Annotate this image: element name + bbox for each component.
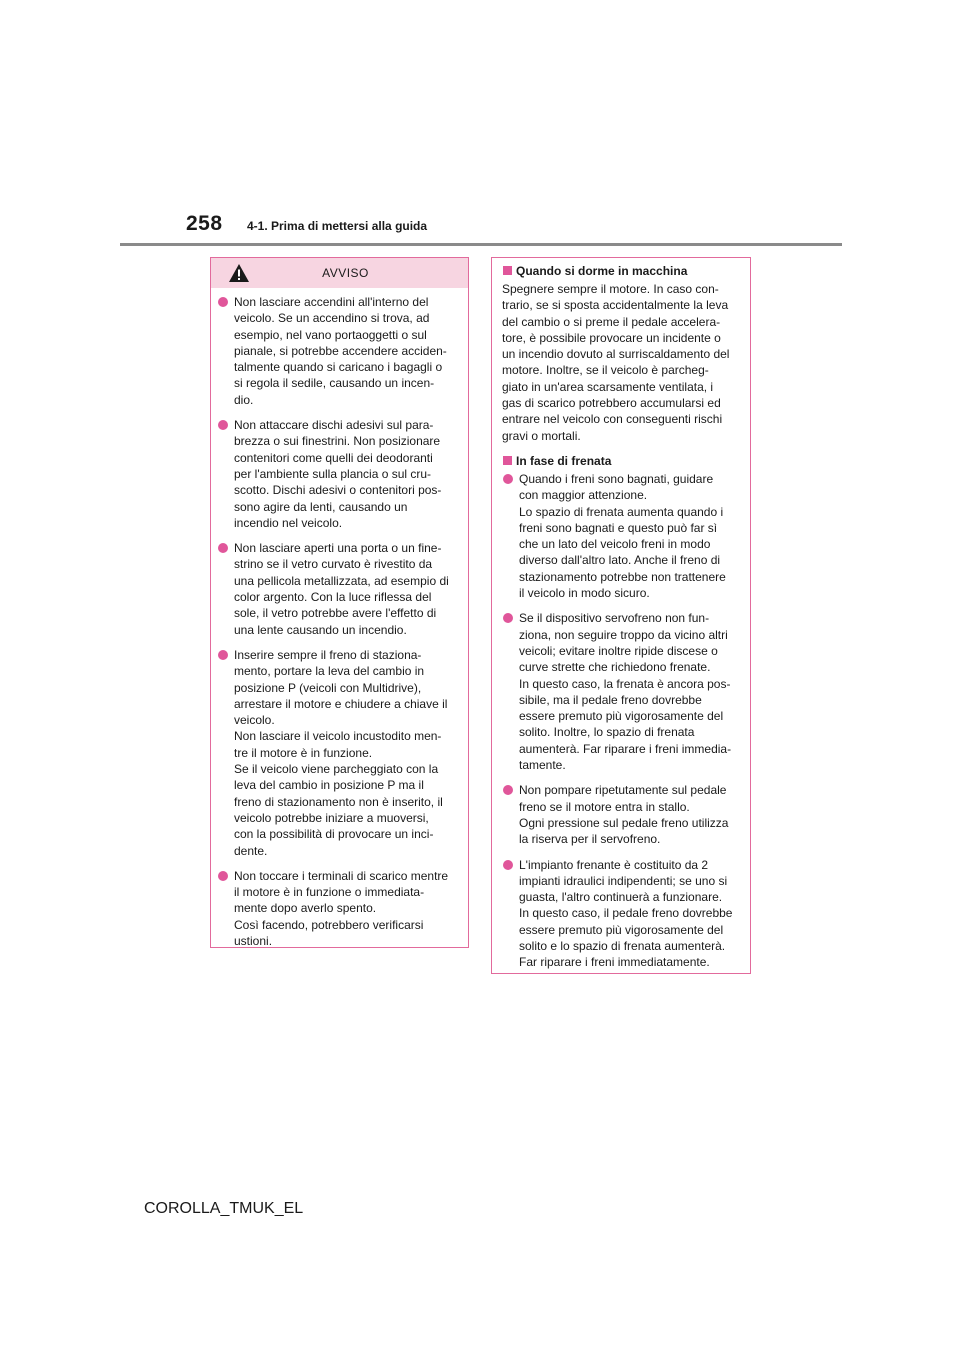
page-number: 258: [186, 212, 223, 235]
warning-triangle-icon: [228, 263, 250, 283]
warning-item: Non lasciare aperti una porta o un fine- strino se il vetro curvato è rivestito da una pellicola metallizzata, ad esempio di color argento. Con la luce riflessa del sole, il vetro potrebbe avere l'effetto di una lente causando un incendio.: [217, 540, 462, 638]
braking-item: Quando i freni sono bagnati, guidare con maggior attenzione. Lo spazio di frenata aumenta quando i freni sono bagnati e questo può far sì che un lato del veicolo freni in modo diverso dall'altro lato. Anche il freno di stazionamento potrebbe non trattenere il veicolo in modo sicuro.: [502, 471, 744, 601]
warning-panel: [210, 257, 469, 948]
footer-code: COROLLA_TMUK_EL: [144, 1200, 304, 1217]
bullet-icon: [503, 474, 513, 484]
braking-item: Non pompare ripetutamente sul pedale freno se il motore entra in stallo. Ogni pressione sul pedale freno utilizza la riserva per il servofreno.: [502, 782, 744, 847]
warning-continued-panel: [491, 257, 751, 974]
bullet-icon: [218, 297, 228, 307]
bullet-icon: [218, 420, 228, 430]
bullet-icon: [503, 785, 513, 795]
warning-item: Inserire sempre il freno di staziona- mento, portare la leva del cambio in posizione P (veicoli con Multidrive), arrestare il motore e chiudere a chiave il veicolo. Non lasciare il veicolo incustodito men- tre il motore è in funzione. Se il veicolo viene parcheggiato con la leva del cambio in posizione P ma il freno di stazionamento non è inserito, il veicolo potrebbe iniziare a muoversi, con la possibilità di provocare un inci- dente.: [217, 647, 462, 859]
warning-item: Non attaccare dischi adesivi sul para- brezza o sui finestrini. Non posizionare contenitori come quelli dei deodoranti per l'ambiente sulla plancia o sul cru- scotto. Dischi adesivi o contenitori pos- sono agire da lenti, causando un incendio nel veicolo.: [217, 417, 462, 531]
braking-item: L'impianto frenante è costituito da 2 impianti idraulici indipendenti; se uno si guasta, l'altro continuerà a funzionare. In questo caso, il pedale freno dovrebbe essere premuto più vigorosamente del solito e lo spazio di frenata aumenterà. Far riparare i freni immediatamente.: [502, 857, 744, 971]
braking-item: Se il dispositivo servofreno non fun- ziona, non seguire troppo da vicino altri veicoli; evitare inoltre ripide discese o curve strette che richiedono frenate. In questo caso, la frenata è ancora pos- sibile, ma il pedale freno dovrebbe essere premuto più vigorosamente del solito. Inoltre, lo spazio di frenata aumenterà. Far riparare i freni immedia- tamente.: [502, 610, 744, 773]
warning-item: Non toccare i terminali di scarico mentre il motore è in funzione o immediata- mente dopo averlo spento. Così facendo, potrebbero verificarsi ustioni.: [217, 868, 462, 949]
section-title: 4-1. Prima di mettersi alla guida: [247, 219, 428, 233]
header-divider: [120, 243, 842, 246]
bullet-icon: [503, 613, 513, 623]
sleeping-text: Spegnere sempre il motore. In caso con- trario, se si sposta accidentalmente la leva del cambio o si preme il pedale accelera- tore, è possibile provocare un incidente o un incendio dovuto al surriscaldamento del motore. Inoltre, se il veicolo è parcheg- giato in un'area scarsamente ventilata, i gas di scarico potrebbero accumularsi ed entrare nel veicolo con conseguenti rischi gravi o mortali.: [502, 282, 730, 443]
square-bullet-icon: [503, 266, 512, 275]
bullet-icon: [218, 871, 228, 881]
sleeping-heading: Quando si dorme in macchina: [502, 263, 744, 279]
warning-item: Non lasciare accendini all'interno del veicolo. Se un accendino si trova, ad esempio, nel vano portaoggetti o sul pianale, si potrebbe accendere acciden- talmente quando si caricano i bagagli o si regola il sedile, causando un incen- dio.: [217, 294, 462, 408]
bullet-icon: [218, 543, 228, 553]
bullet-icon: [218, 650, 228, 660]
warning-header: [211, 258, 468, 288]
bullet-icon: [503, 860, 513, 870]
square-bullet-icon: [503, 456, 512, 465]
braking-heading: In fase di frenata: [502, 453, 744, 469]
warning-title: AVVISO: [322, 266, 369, 280]
